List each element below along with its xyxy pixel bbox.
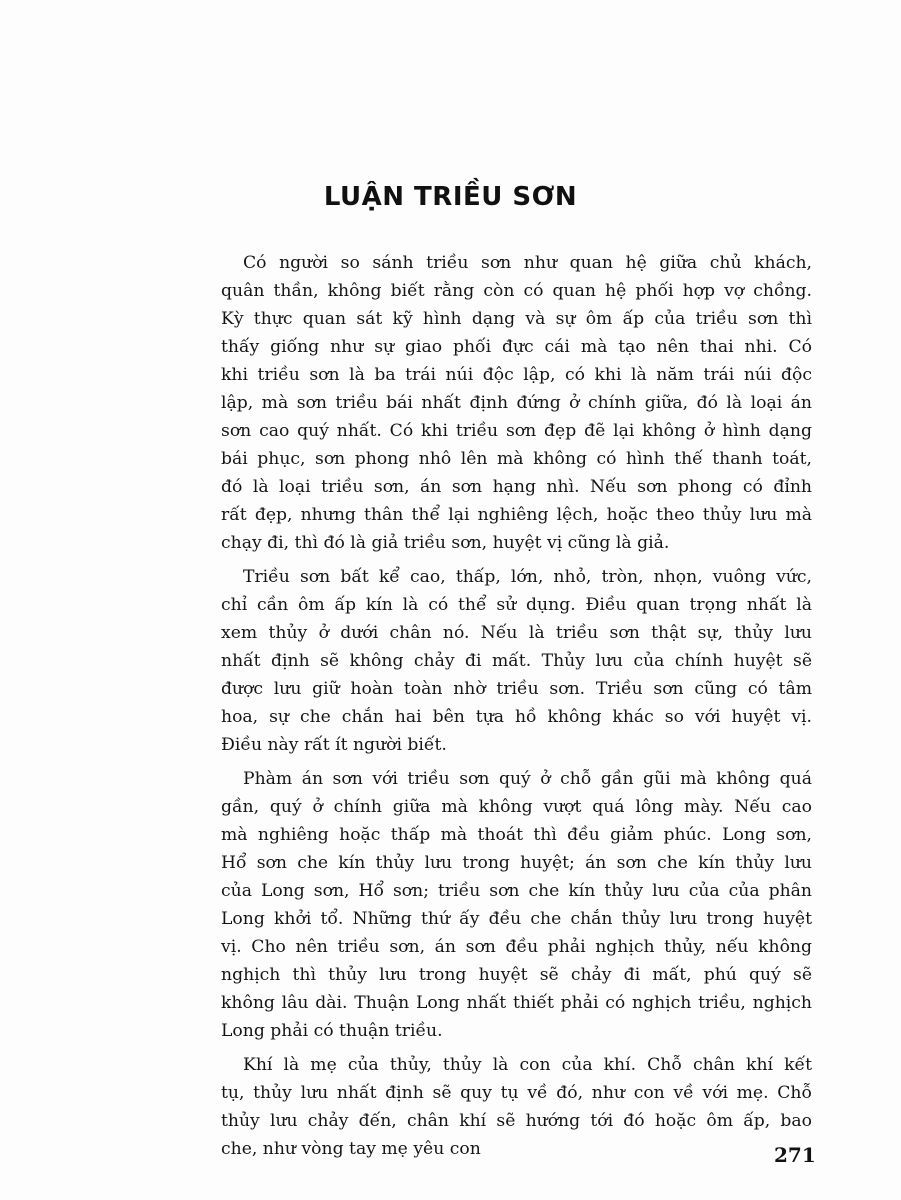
- text-line: Kỳ thực quan sát kỹ hình dạng và sự ôm ấp của triều sơn thì: [221, 309, 812, 329]
- text-line: Điều này rất ít người biết.: [221, 735, 447, 755]
- text-line: tụ, thủy lưu nhất định sẽ quy tụ về đó, như con về với mẹ. Chỗ: [221, 1083, 812, 1103]
- text-line: Hổ sơn che kín thủy lưu trong huyệt; án sơn che kín thủy lưu: [221, 853, 812, 873]
- text-line: rất đẹp, nhưng thân thể lại nghiêng lệch, hoặc theo thủy lưu mà: [221, 505, 812, 525]
- text-line: nhất định sẽ không chảy đi mất. Thủy lưu của chính huyệt sẽ: [221, 651, 812, 671]
- text-line: lập, mà sơn triều bái nhất định đứng ở chính giữa, đó là loại án: [221, 393, 812, 413]
- text-line: hoa, sự che chắn hai bên tựa hồ không khác so với huyệt vị.: [221, 707, 812, 727]
- text-line: sơn cao quý nhất. Có khi triều sơn đẹp đẽ lại không ở hình dạng: [221, 421, 812, 441]
- text-line: của Long sơn, Hổ sơn; triều sơn che kín thủy lưu của của phân: [221, 881, 812, 901]
- text-line: nghịch thì thủy lưu trong huyệt sẽ chảy đi mất, phú quý sẽ: [221, 965, 812, 985]
- text-line: chạy đi, thì đó là giả triều sơn, huyệt vị cũng là giả.: [221, 533, 670, 553]
- text-line: Long khởi tổ. Những thứ ấy đều che chắn thủy lưu trong huyệt: [221, 909, 812, 929]
- text-line: che, như vòng tay mẹ yêu con: [221, 1139, 481, 1159]
- page-number: 271: [774, 1143, 816, 1167]
- text-line: được lưu giữ hoàn toàn nhờ triều sơn. Triều sơn cũng có tâm: [221, 679, 812, 699]
- chapter-title: LUẬN TRIỀU SƠN: [323, 182, 578, 212]
- text-line: mà nghiêng hoặc thấp mà thoát thì đều giảm phúc. Long sơn,: [221, 825, 812, 845]
- text-line: Khí là mẹ của thủy, thủy là con của khí. Chỗ chân khí kết: [243, 1055, 812, 1075]
- text-line: Phàm án sơn với triều sơn quý ở chỗ gần gũi mà không quá: [243, 769, 812, 789]
- text-line: bái phục, sơn phong nhô lên mà không có hình thế thanh toát,: [221, 449, 812, 469]
- text-line: chỉ cần ôm ấp kín là có thể sử dụng. Điều quan trọng nhất là: [221, 595, 812, 615]
- text-line: xem thủy ở dưới chân nó. Nếu là triều sơn thật sự, thủy lưu: [221, 623, 812, 643]
- text-line: khi triều sơn là ba trái núi độc lập, có khi là năm trái núi độc: [221, 365, 812, 385]
- text-line: gần, quý ở chính giữa mà không vượt quá lông mày. Nếu cao: [221, 797, 812, 817]
- text-line: thấy giống như sự giao phối đực cái mà tạo nên thai nhi. Có: [221, 337, 812, 357]
- text-line: vị. Cho nên triều sơn, án sơn đều phải nghịch thủy, nếu không: [221, 937, 812, 957]
- text-line: đó là loại triều sơn, án sơn hạng nhì. Nếu sơn phong có đỉnh: [221, 477, 812, 497]
- text-line: quân thần, không biết rằng còn có quan hệ phối hợp vợ chồng.: [221, 281, 812, 301]
- text-line: thủy lưu chảy đến, chân khí sẽ hướng tới đó hoặc ôm ấp, bao: [221, 1111, 812, 1131]
- text-line: Long phải có thuận triều.: [221, 1021, 443, 1041]
- text-line: Triều sơn bất kể cao, thấp, lớn, nhỏ, tròn, nhọn, vuông vức,: [243, 567, 812, 587]
- text-line: không lâu dài. Thuận Long nhất thiết phải có nghịch triều, nghịch: [221, 993, 812, 1013]
- text-line: Có người so sánh triều sơn như quan hệ giữa chủ khách,: [243, 253, 812, 273]
